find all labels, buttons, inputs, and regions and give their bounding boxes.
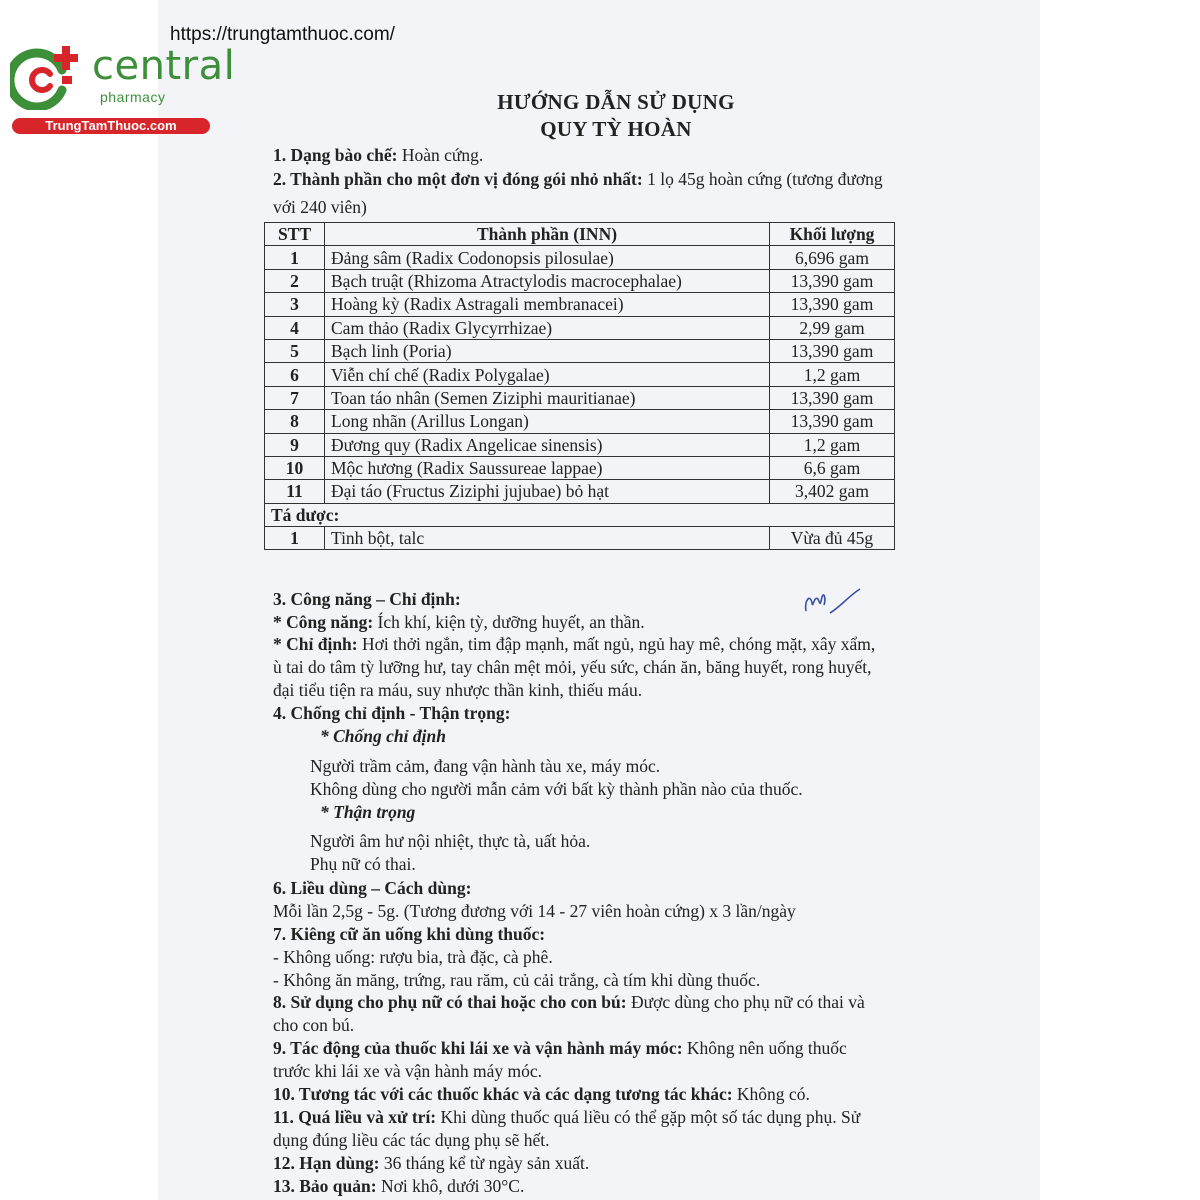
cell-ingredient: Đương quy (Radix Angelicae sinensis) [325, 433, 770, 456]
section-1 [273, 144, 483, 166]
section-13-label: 13. Bảo quản: [273, 1176, 377, 1196]
header-stt: STT [265, 223, 325, 246]
excipient-label: Tá dược: [265, 503, 895, 526]
section-7-item-1: - Không uống: rượu bia, trà đặc, cà phê. [273, 947, 553, 967]
table-row [265, 339, 895, 362]
cell-mass: Vừa đủ 45g [770, 527, 895, 550]
section-4-title: 4. Chống chỉ định - Thận trọng: [273, 703, 511, 723]
cell-mass: 6,696 gam [770, 246, 895, 269]
cell-ingredient: Bạch truật (Rhizoma Atractylodis macrocephalae) [325, 269, 770, 292]
section-3-title: 3. Công năng – Chỉ định: [273, 589, 461, 609]
section-9-text: Không nên uống thuốc [682, 1038, 847, 1058]
cell-mass: 6,6 gam [770, 456, 895, 479]
section-12-label: 12. Hạn dùng: [273, 1153, 380, 1173]
section-6-text: Mỗi lần 2,5g - 5g. (Tương đương với 14 - 27 viên hoàn cứng) x 3 lần/ngày [273, 901, 796, 921]
section-2-text: 1 lọ 45g hoàn cứng (tương đương [642, 169, 883, 189]
cell-ingredient: Mộc hương (Radix Saussureae lappae) [325, 456, 770, 479]
table-row [265, 316, 895, 339]
table-row [265, 386, 895, 409]
section-1-label: 1. Dạng bào chế: [273, 145, 398, 165]
section-6-title: 6. Liều dùng – Cách dùng: [273, 878, 472, 898]
section-10-text: Không có. [732, 1084, 810, 1104]
table-row [265, 246, 895, 269]
section-8-text: Được dùng cho phụ nữ có thai và [626, 992, 865, 1012]
table-row [265, 293, 895, 316]
section-7-title: 7. Kiêng cữ ăn uống khi dùng thuốc: [273, 924, 546, 944]
central-pharmacy-logo [10, 38, 236, 138]
table-row [265, 363, 895, 386]
section-9-cont: trước khi lái xe và vận hành máy móc. [273, 1061, 543, 1081]
cell-mass: 13,390 gam [770, 269, 895, 292]
cell-stt: 4 [265, 316, 325, 339]
cell-mass: 13,390 gam [770, 386, 895, 409]
cell-ingredient: Đại táo (Fructus Ziziphi jujubae) bỏ hạt [325, 480, 770, 503]
cell-mass: 2,99 gam [770, 316, 895, 339]
chi-dinh-label: * Chỉ định: [273, 634, 358, 654]
cell-stt: 7 [265, 386, 325, 409]
chi-dinh-line-3: đại tiểu tiện ra máu, suy nhược thần kinh, thiếu máu. [273, 680, 643, 700]
table-row [265, 456, 895, 479]
section-13-text: Nơi khô, dưới 30°C. [376, 1176, 525, 1196]
cell-stt: 10 [265, 456, 325, 479]
section-2-cont: với 240 viên) [273, 197, 367, 217]
table-row [265, 410, 895, 433]
than-trong-heading: * Thận trọng [320, 802, 416, 822]
chong-chi-dinh-heading: * Chống chỉ định [320, 726, 446, 746]
cell-stt: 9 [265, 433, 325, 456]
cell-mass: 3,402 gam [770, 480, 895, 503]
header-ingredient: Thành phần (INN) [325, 223, 770, 246]
section-3-chi-dinh [273, 633, 875, 655]
section-8-cont: cho con bú. [273, 1015, 355, 1035]
cell-mass: 13,390 gam [770, 410, 895, 433]
cell-mass: 1,2 gam [770, 363, 895, 386]
section-11 [273, 1106, 860, 1128]
cell-stt: 1 [265, 527, 325, 550]
section-9-label: 9. Tác động của thuốc khi lái xe và vận hành máy móc: [273, 1038, 683, 1058]
section-11-text: Khi dùng thuốc quá liều có thể gặp một số tác dụng phụ. Sử [436, 1107, 861, 1127]
doc-subtitle: QUY TỲ HOÀN [540, 117, 692, 141]
pharmacy-cross-icon [10, 40, 88, 110]
excipient-header-row [265, 503, 895, 526]
section-11-label: 11. Quá liều và xử trí: [273, 1107, 437, 1127]
logo-site-bar: TrungTamThuoc.com [12, 118, 210, 134]
section-8-label: 8. Sử dụng cho phụ nữ có thai hoặc cho con bú: [273, 992, 627, 1012]
cell-ingredient: Long nhãn (Arillus Longan) [325, 410, 770, 433]
cell-ingredient: Tinh bột, talc [325, 527, 770, 550]
section-2 [273, 168, 883, 190]
section-10-label: 10. Tương tác với các thuốc khác và các dạng tương tác khác: [273, 1084, 733, 1104]
cell-mass: 13,390 gam [770, 293, 895, 316]
than-trong-2: Phụ nữ có thai. [310, 854, 416, 874]
cong-nang-text: Ích khí, kiện tỳ, dưỡng huyết, an thần. [373, 612, 645, 632]
cell-stt: 3 [265, 293, 325, 316]
logo-wordmark: central [92, 43, 236, 89]
cell-ingredient: Viễn chí chế (Radix Polygalae) [325, 363, 770, 386]
cell-stt: 5 [265, 339, 325, 362]
table-header-row [265, 223, 895, 246]
cell-mass: 1,2 gam [770, 433, 895, 456]
cell-ingredient: Cam thảo (Radix Glycyrrhizae) [325, 316, 770, 339]
header-mass: Khối lượng [770, 223, 895, 246]
signature-mark [800, 585, 870, 617]
cell-mass: 13,390 gam [770, 339, 895, 362]
cell-stt: 2 [265, 269, 325, 292]
cong-nang-label: * Công năng: [273, 612, 374, 632]
cell-ingredient: Hoàng kỳ (Radix Astragali membranacei) [325, 293, 770, 316]
cell-stt: 11 [265, 480, 325, 503]
table-row [265, 269, 895, 292]
section-11-cont: dụng đúng liều các tác dụng phụ sẽ hết. [273, 1130, 550, 1150]
than-trong-1: Người âm hư nội nhiệt, thực tà, uất hỏa. [310, 831, 591, 851]
chong-chi-dinh-1: Người trầm cảm, đang vận hành tàu xe, máy móc. [310, 756, 661, 776]
table-row [265, 480, 895, 503]
chi-dinh-text: Hơi thởi ngắn, tim đập mạnh, mất ngủ, ngủ hay mê, chóng mặt, xây xẩm, [357, 634, 876, 654]
logo-subtitle: pharmacy [100, 89, 166, 105]
doc-title: HƯỚNG DẪN SỬ DỤNG [497, 90, 735, 114]
cell-stt: 1 [265, 246, 325, 269]
table-row [265, 527, 895, 550]
cell-stt: 6 [265, 363, 325, 386]
cell-stt: 8 [265, 410, 325, 433]
ingredients-table [264, 222, 895, 550]
cell-ingredient: Đảng sâm (Radix Codonopsis pilosulae) [325, 246, 770, 269]
section-1-text: Hoàn cứng. [397, 145, 484, 165]
section-9 [273, 1037, 847, 1059]
section-10 [273, 1083, 810, 1105]
source-url[interactable]: https://trungtamthuoc.com/ [170, 24, 395, 45]
section-7-item-2: - Không ăn măng, trứng, rau răm, củ cải trắng, cà tím khi dùng thuốc. [273, 970, 761, 990]
cell-ingredient: Bạch linh (Poria) [325, 339, 770, 362]
section-13 [273, 1175, 524, 1197]
cell-ingredient: Toan táo nhân (Semen Ziziphi mauritianae) [325, 386, 770, 409]
section-2-label: 2. Thành phần cho một đơn vị đóng gói nhỏ nhất: [273, 169, 643, 189]
chong-chi-dinh-2: Không dùng cho người mẫn cảm với bất kỳ thành phần nào của thuốc. [310, 779, 803, 799]
section-12 [273, 1152, 589, 1174]
section-12-text: 36 tháng kể từ ngày sản xuất. [379, 1153, 590, 1173]
section-8 [273, 991, 865, 1013]
section-3-cong-nang [273, 611, 645, 633]
chi-dinh-line-2: ù tai do tâm tỳ lưỡng hư, tay chân mệt mỏi, yếu sức, chán ăn, băng huyết, rong huyết, [273, 657, 872, 677]
table-row [265, 433, 895, 456]
